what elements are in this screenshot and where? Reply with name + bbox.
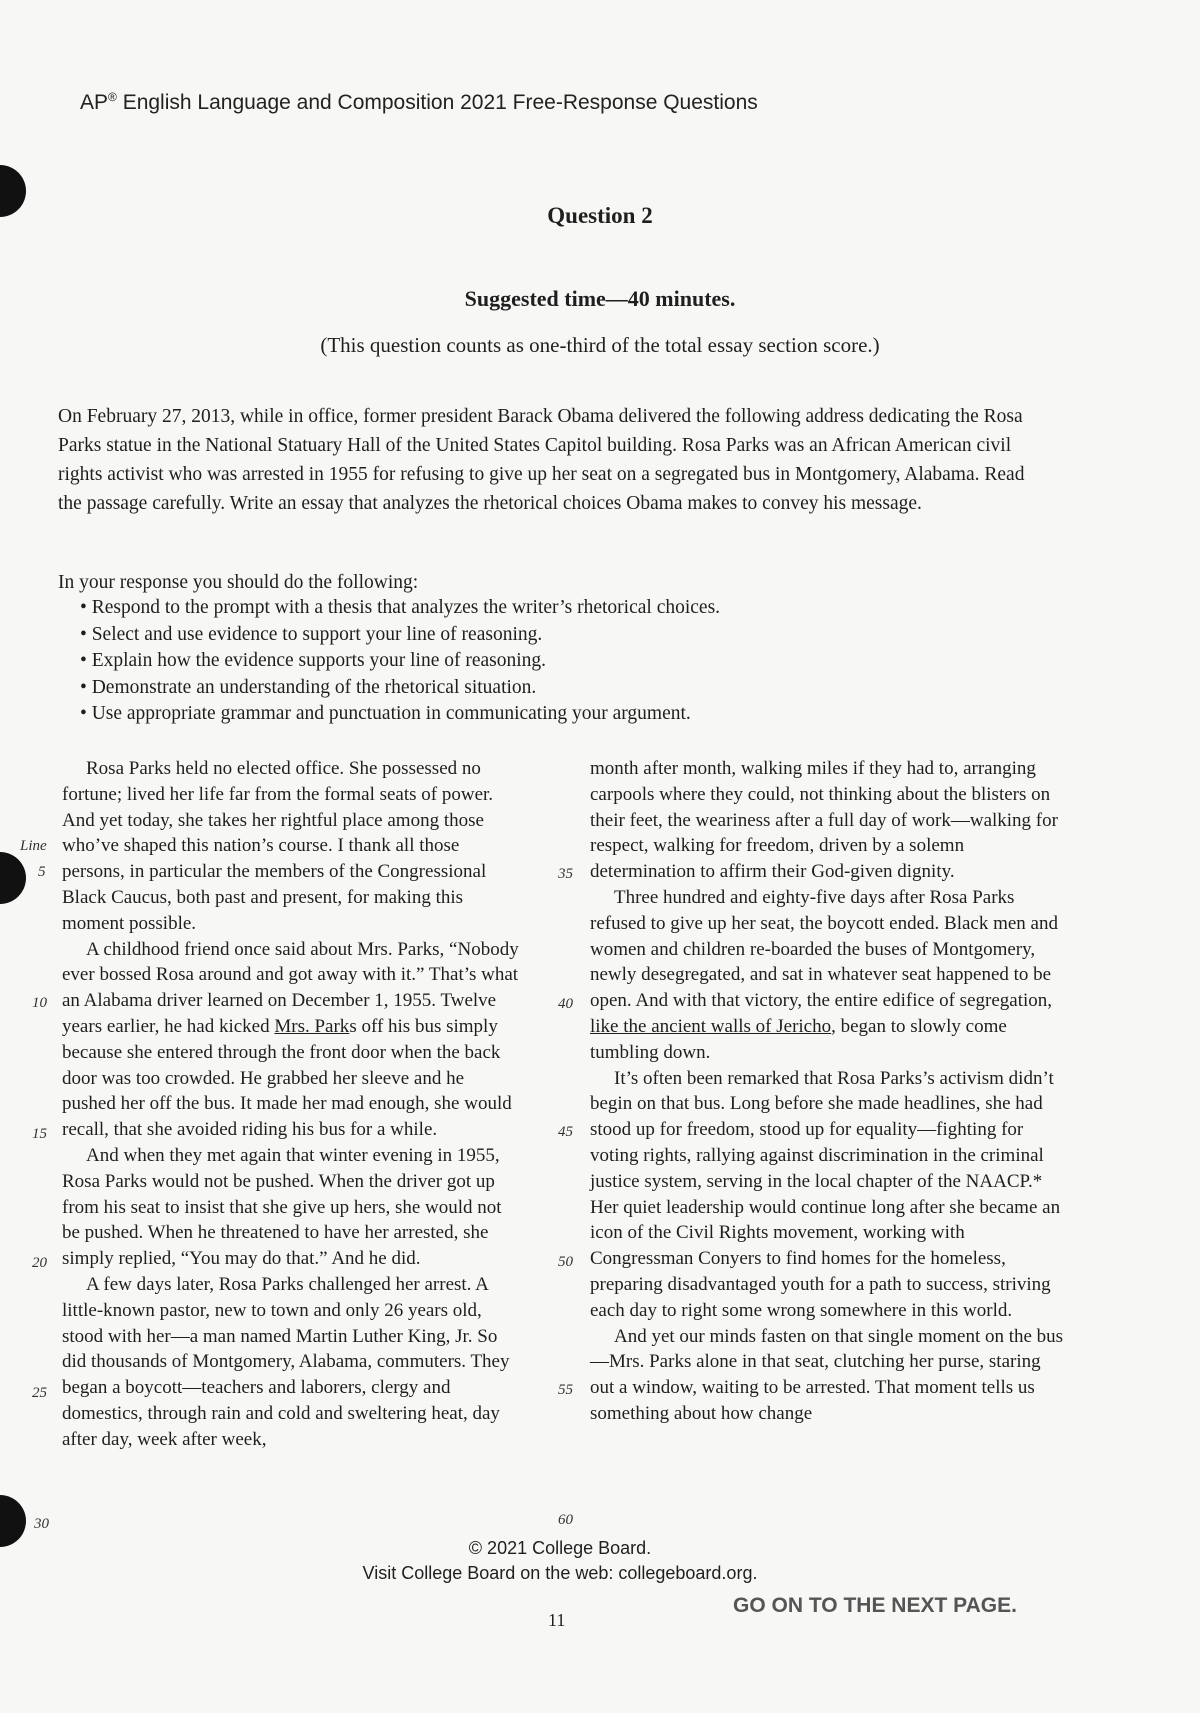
instructions-list	[80, 595, 720, 728]
line-number: 35	[558, 866, 573, 882]
page-header: AP® English Language and Composition 2021 Free-Response Questions	[80, 90, 758, 114]
instruction-item: • Select and use evidence to support your line of reasoning.	[80, 622, 720, 649]
passage-left-column	[62, 756, 522, 1453]
underlined-text: like the ancient walls of Jericho	[590, 1015, 832, 1037]
passage-paragraph: month after month, walking miles if they had to, arranging carpools where they could, not thinking about the blisters on their feet, the weariness after a full day of work—walking for respect, walking for freedom, driven by a solemn determination to affirm their God-given dignity.	[590, 758, 1058, 883]
passage-paragraph: It’s often been remarked that Rosa Parks’s activism didn’t begin on that bus. Long before she made headlines, she had stood up for freedom, stood up for equality—fighting for voting rights, rallying against discrimination in the criminal justice system, serving in the local chapter of the NAACP.* Her quiet leadership would continue long after she became an icon of the Civil Rights movement, working with Congressman Conyers to find homes for the homeless, preparing disadvantaged youth for a path to success, striving each day to right some wrong somewhere in this world.	[590, 1067, 1061, 1321]
passage-paragraph: A few days later, Rosa Parks challenged her arrest. A little-known pastor, new to town and only 26 years old, stood with her—a man named Martin Luther King, Jr. So did thousands of Montgomery, Alabama, commuters. They began a boycott—teachers and laborers, clergy and domestics, through rain and cold and sweltering heat, day after day, week after week,	[62, 1273, 510, 1450]
line-number: 15	[32, 1126, 47, 1142]
line-label: Line	[20, 838, 47, 854]
website-note: Visit College Board on the web: collegeboard.org.	[362, 1563, 758, 1583]
instruction-item: • Respond to the prompt with a thesis that analyzes the writer’s rhetorical choices.	[80, 595, 720, 622]
line-number: 60	[558, 1512, 573, 1528]
passage-paragraph: A childhood friend once said about Mrs. Parks, “Nobody ever bossed Rosa around and got away with it.” That’s what an Alabama driver learned on December 1, 1955. Twelve years earlier, he had kicked Mrs. Parks off his bus simply because she entered through the front door when the back door was too crowded. He grabbed her sleeve and he pushed her off the bus. It made her mad enough, she would recall, that she avoided riding his bus for a while.	[62, 938, 519, 1141]
suggested-time: Suggested time—40 minutes.	[464, 286, 736, 311]
score-note: (This question counts as one-third of the total essay section score.)	[320, 333, 880, 357]
line-number: 40	[558, 996, 573, 1012]
passage-paragraph: And yet our minds fasten on that single moment on the bus—Mrs. Parks alone in that seat, clutching her purse, staring out a window, waiting to be arrested. That moment tells us something about how change	[590, 1325, 1064, 1424]
instruction-item: • Explain how the evidence supports your line of reasoning.	[80, 648, 720, 675]
line-number: 45	[558, 1124, 573, 1140]
line-number: 20	[32, 1255, 47, 1271]
page-number: 11	[548, 1610, 566, 1630]
line-number: 10	[32, 995, 47, 1011]
line-number: 55	[558, 1382, 573, 1398]
instructions-intro: In your response you should do the following:	[58, 572, 419, 593]
line-number: 5	[38, 864, 46, 880]
copyright: © 2021 College Board.	[468, 1538, 652, 1558]
prompt-paragraph: On February 27, 2013, while in office, former president Barack Obama delivered the following address dedicating the Rosa Parks statue in the National Statuary Hall of the United States Capitol building. Rosa Parks was an African American civil rights activist who was arrested in 1955 for refusing to give up her seat on a segregated bus in Montgomery, Alabama. Read the passage carefully. Write an essay that analyzes the rhetorical choices Obama makes to convey his message.	[58, 406, 1025, 514]
passage-paragraph: Three hundred and eighty-five days after Rosa Parks refused to give up her seat, the boycott ended. Black men and women and children re-boarded the buses of Montgomery, newly desegregated, and sat in whatever seat happened to be open. And with that victory, the entire edifice of segregation, like the ancient walls of Jericho, began to slowly come tumbling down.	[590, 886, 1058, 1063]
instruction-item: • Demonstrate an understanding of the rhetorical situation.	[80, 675, 720, 702]
line-number: 25	[32, 1385, 47, 1401]
line-number: 50	[558, 1254, 573, 1270]
line-number: 30	[34, 1516, 49, 1532]
passage-paragraph: And when they met again that winter evening in 1955, Rosa Parks would not be pushed. When the driver got up from his seat to insist that she give up hers, she would not be pushed. When he threatened to have her arrested, she simply replied, “You may do that.” And he did.	[62, 1144, 502, 1270]
underlined-text: Mrs. Park	[274, 1015, 350, 1037]
next-page-notice: GO ON TO THE NEXT PAGE.	[733, 1594, 1017, 1617]
passage-paragraph: Rosa Parks held no elected office. She possessed no fortune; lived her life far from the formal seats of power. And yet today, she takes her rightful place among those who’ve shaped this nation’s course. I thank all those persons, in particular the members of the Congressional Black Caucus, both past and present, for making this moment possible.	[62, 758, 494, 934]
passage-right-column	[590, 756, 1065, 1427]
instruction-item: • Use appropriate grammar and punctuation in communicating your argument.	[80, 701, 720, 728]
question-title: Question 2	[547, 203, 653, 228]
punch-hole	[0, 852, 26, 904]
